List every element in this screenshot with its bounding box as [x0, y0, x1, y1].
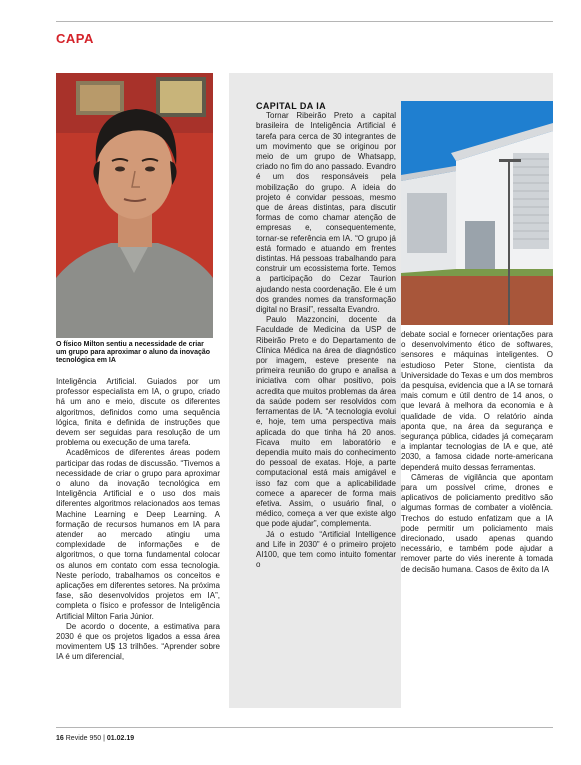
- page-number: 16: [56, 735, 64, 742]
- page-footer: [56, 735, 134, 742]
- caption-text: O físico Milton sentiu a necessidade de criar um grupo para aproximar o aluno da inovação tecnológica em IA: [56, 341, 211, 364]
- bottom-rule: [56, 727, 553, 728]
- section-label: CAPA: [56, 31, 94, 46]
- sidebar-kicker: CAPITAL DA IA: [256, 101, 327, 111]
- footer-separator: |: [103, 735, 105, 742]
- left-column-text: [56, 377, 220, 663]
- photo-caption: [56, 341, 216, 365]
- left-paragraph-3: De acordo o docente, a estimativa para 2030 é que os projetos ligados a essa área movimentem U$ 13 trilhões. “Aprender sobre IA é um diferencial,: [56, 621, 220, 662]
- sidebar-paragraph-3: Já o estudo “Artificial Intelligence and Life in 2030” é o primeiro projeto AI100, que tem como intuito fomentar o: [256, 529, 396, 570]
- right-paragraph-1: debate social e fornecer orientações para o desenvolvimento ético de softwares, sensores e máquinas inteligentes. O estudioso Peter Stone, cientista da Universidade do Texas e um dos membros da pesquisa, evidencia que a IA se tornará mais comum e útil dentro de 14 anos, o que levará à melhora da economia e à qualidade de vida. O relatório ainda aponta que, na área da segurança e segurança pública, cidades já começaram a implantar tecnologias de IA e que, até 2030, a famosa cidade norte-americana dependerá muito dessas ferramentas.: [401, 330, 553, 472]
- building-illustration: [401, 101, 553, 325]
- sidebar-paragraph-1: Tornar Ribeirão Preto a capital brasileira de Inteligência Artificial é tarefa para cerca de 30 integrantes de um movimento que se originou por meio de um grupo de Whatsapp, criado no fim do ano passado. Evandro é um dos responsáveis pela mobilização do grupo. A ideia do projeto é convidar pessoas, mesmo que de áreas distintas, para discutir formas de como chamar atenção de empresas e, consequentemente, tornar-se referência em IA. “O grupo já está formado e atuando em frentes distintas. Há pessoas trabalhando para construir um ecossistema forte. Temos a participação do Cezar Taurion ajudando nesta coordenação. Ele é um dos grandes nomes da transformação digital no Brasil”, ressalta Evandro.: [256, 111, 396, 315]
- building-photo: [401, 101, 553, 325]
- sidebar-paragraph-2: Paulo Mazzoncini, docente da Faculdade de Medicina da USP de Ribeirão Preto e do Departamento de Clínica Médica na área de diagnóstico por imagem, esteve presente na primeira reunião do grupo e analisa a iniciativa com olhar positivo, pois acredita que muitos problemas da área da saúde podem ser resolvidos com ferramentas de IA. “A tecnologia evolui e, hoje, tem uma perspectiva mais aplicada do que tinha há 20 anos. Ficava muito em laboratório e dependia muito mais do conhecimento do pessoal de exatas. Hoje, a parte computacional está mais amigável e isso faz com que a aplicabilidade comece a aparecer de forma mais efetiva. Assim, o usuário final, o médico, começa a ver que existe algo que pode ajudar”, complementa.: [256, 315, 396, 529]
- issue-date: 01.02.19: [106, 735, 135, 742]
- top-rule: [56, 21, 553, 22]
- portrait-photo: [56, 73, 213, 338]
- sidebar-column-text: [256, 101, 396, 570]
- right-column-text: [401, 330, 553, 575]
- portrait-illustration: [56, 73, 213, 338]
- left-paragraph-1: Inteligência Artificial. Guiados por um professor especialista em IA, o grupo, criado há um ano e meio, discute os diferentes algoritmos, definidos como uma sequência lógica, finita e definida de instruções que devem ser seguidas para resolução de um problema ou execução de uma tarefa.: [56, 377, 220, 448]
- left-paragraph-2: Acadêmicos de diferentes áreas podem participar das rodas de discussão. “Tivemos a necessidade de criar o grupo para aproximar o aluno da inovação tecnológica em Inteligência Artificial e o uso dos mais diferentes algoritmos relacionados aos temas Machine Learning e Deep Learning. A formação de recursos humanos em IA para atender ao mercado atingiu uma complexidade de informações e de algoritmos, o que torna fundamental colocar os alunos em contato com essa tecnologia. Neste período, trabalhamos os conceitos e aplicações em diferentes setores. Na próxima fase, são desenvolvidos projetos em IA”, completa o físico e professor de Inteligência Artificial Milton Faria Júnior.: [56, 448, 220, 621]
- right-paragraph-2: Câmeras de vigilância que apontam para um possível crime, drones e aplicativos de policiamento preditivo são algumas formas de combater a violência. Trechos do estudo enfatizam que a IA pode permitir um policiamento mais direcionado, usado apenas quando necessário, e também pode ajudar a remover parte do viés inerente à tomada de decisão humana. Casos de êxito da IA: [401, 472, 553, 574]
- magazine-name: Revide 950: [65, 735, 102, 742]
